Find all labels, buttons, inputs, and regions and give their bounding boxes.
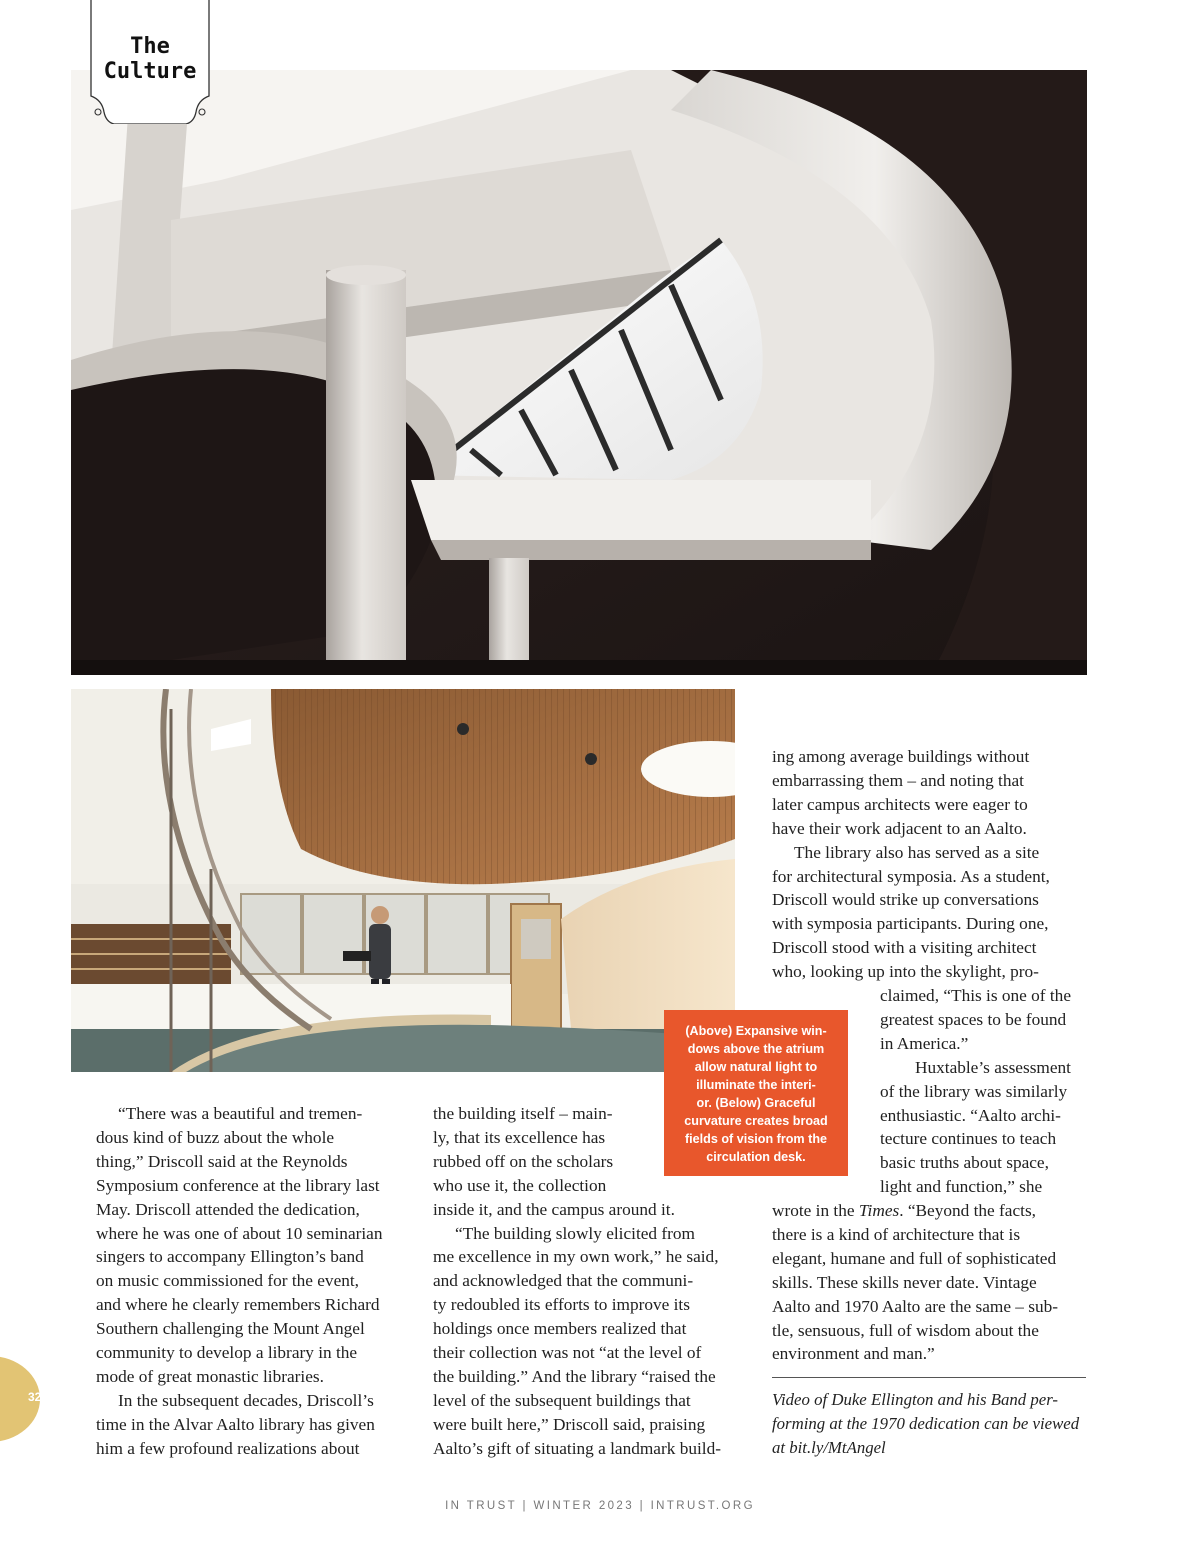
section-tab [90,0,210,124]
text-line: their collection was not “at the level of [433,1343,702,1363]
text-line: May. Driscoll attended the dedication, [96,1199,360,1219]
text-line: Aalto and 1970 Aalto are the same – sub- [772,1296,1059,1316]
text-line: greatest spaces to be found [880,1009,1067,1029]
paragraph [772,841,1092,984]
text-line: where he was one of about 10 seminarian [96,1223,383,1243]
publication-title: Times [858,1201,900,1220]
text-line: ly, that its excellence has [433,1127,606,1147]
circulation-desk-photo [71,689,735,1072]
text-line: the building.” And the library “raised the [433,1366,716,1386]
text-line: tecture continues to teach [880,1129,1057,1149]
text-line: skills. These skills never date. Vintage [772,1272,1037,1292]
text-line: later campus architects were eager to [772,794,1028,814]
text-line: forming at the 1970 dedication can be viewed [772,1414,1080,1433]
text-line: ing among average buildings without [772,747,1030,766]
text-line: at bit.ly/MtAngel [772,1438,886,1457]
text-line: the building itself – main- [433,1104,613,1123]
text-line: who, looking up into the skylight, pro- [772,962,1039,982]
paragraph [880,1056,1092,1199]
text-line: who use it, the collection [433,1175,607,1195]
text-line: environment and man.” [772,1344,935,1364]
text-line: with symposia participants. During one, [772,914,1049,934]
text-line: on music commissioned for the event, [96,1271,360,1291]
paragraph [96,1102,414,1389]
text-line: elegant, humane and full of sophisticated [772,1248,1057,1268]
text-fragment: . “Beyond the facts, [899,1201,1036,1220]
atrium-skylight-photo [71,70,1087,675]
text-line: “There was a beautiful and tremen- [118,1104,363,1123]
caption-line: curvature creates broad [684,1114,828,1128]
text-line: Aalto’s gift of situating a landmark build- [433,1438,721,1458]
paragraph [772,1199,1092,1366]
text-line: for architectural symposia. As a student, [772,866,1050,886]
text-line: and acknowledged that the communi- [433,1271,694,1291]
text-line: Southern challenging the Mount Angel [96,1319,365,1339]
text-line: basic truths about space, [880,1153,1049,1173]
section-tab-line2: Culture [103,59,197,84]
text-line: rubbed off on the scholars [433,1151,614,1171]
text-line: of the library was similarly [880,1081,1068,1101]
text-line: thing,” Driscoll said at the Reynolds [96,1151,348,1171]
text-line: and where he clearly remembers Richard [96,1295,380,1315]
text-line: time in the Alvar Aalto library has given [96,1414,375,1434]
caption-line: circulation desk. [706,1150,806,1164]
text-line: have their work adjacent to an Aalto. [772,818,1027,838]
paragraph [96,1389,414,1461]
text-line: embarrassing them – and noting that [772,770,1024,790]
text-line: Driscoll would strike up conversations [772,890,1039,910]
caption-line: allow natural light to [694,1060,818,1074]
text-fragment: wrote in the [772,1201,859,1220]
text-line: enthusiastic. “Aalto archi- [880,1105,1061,1125]
divider [772,1377,1086,1378]
text-line: community to develop a library in the [96,1343,358,1363]
text-line: claimed, “This is one of the [880,986,1071,1005]
caption-line: fields of vision from the [684,1132,828,1146]
text-line: him a few profound realizations about [96,1438,360,1458]
text-line: there is a kind of architecture that is [772,1224,1021,1244]
text-line: tle, sensuous, full of wisdom about the [772,1320,1039,1340]
text-line: level of the subsequent buildings that [433,1390,691,1410]
video-note [772,1388,1090,1460]
caption-line: or. (Below) Graceful [696,1096,816,1110]
article-column-3-narrow [880,984,1092,1199]
text-line: Video of Duke Ellington and his Band per- [772,1390,1058,1409]
paragraph [433,1222,755,1461]
paragraph [880,984,1092,1056]
article-column-1 [96,1102,414,1461]
text-line: dous kind of buzz about the whole [96,1127,335,1147]
paragraph [772,745,1092,841]
caption-line: (Above) Expansive win- [685,1024,827,1038]
footer: IN TRUST | WINTER 2023 | INTRUST.ORG [445,1500,755,1512]
text-line: Symposium conference at the library last [96,1175,380,1195]
text-line: were built here,” Driscoll said, praising [433,1414,706,1434]
text-line: Huxtable’s assessment [915,1057,1071,1077]
text-line: holdings once members realized that [433,1319,687,1339]
article-column-3-top [772,745,1092,984]
section-tab-line1: The [130,34,170,59]
photo-caption [664,1010,848,1176]
caption-line: dows above the atrium [687,1042,825,1056]
text-line: ty redoubled its efforts to improve its [433,1295,690,1315]
text-line: inside it, and the campus around it. [433,1199,675,1219]
text-line: in America.” [880,1033,969,1053]
caption-line: illuminate the interi- [696,1078,816,1092]
text-line: singers to accompany Ellington’s band [96,1247,364,1267]
text-line: mode of great monastic libraries. [96,1366,324,1386]
text-line: “The building slowly elicited from [455,1223,695,1243]
text-line: me excellence in my own work,” he said, [433,1247,719,1267]
text-line: light and function,” she [880,1177,1043,1197]
article-column-3-bottom [772,1199,1092,1366]
text-line: In the subsequent decades, Driscoll’s [118,1390,374,1410]
text-line: The library also has served as a site [794,842,1040,862]
page-number: 32 [28,1390,42,1404]
text-line: Driscoll stood with a visiting architect [772,938,1037,958]
